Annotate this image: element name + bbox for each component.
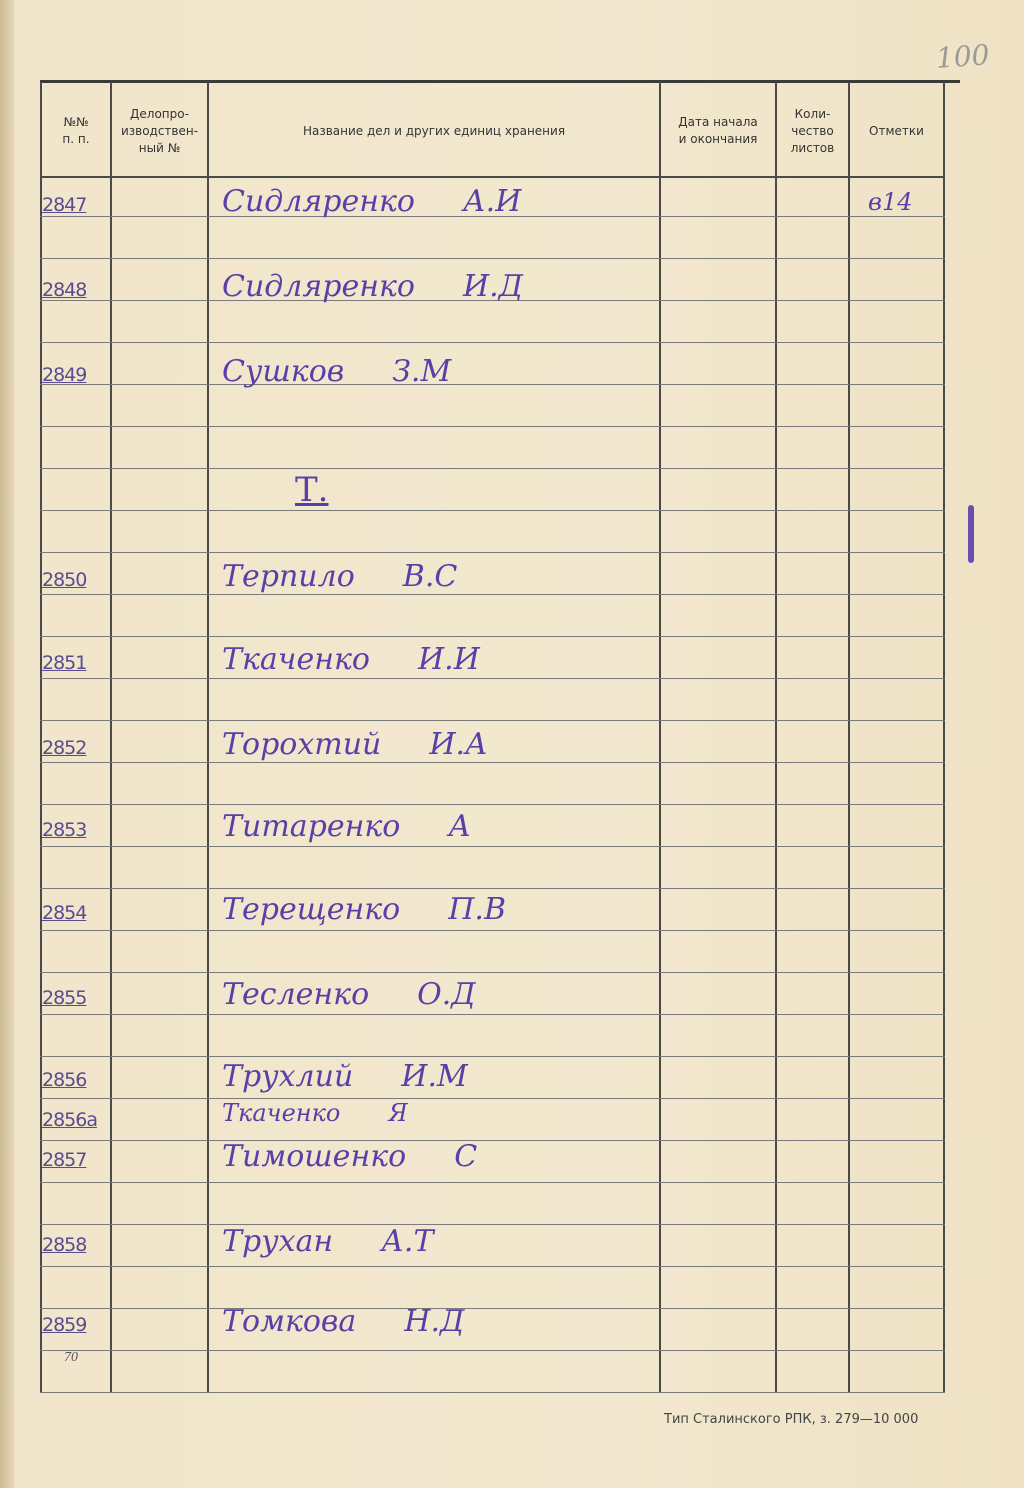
ruled-line: [40, 594, 945, 595]
row-number: 2849: [42, 364, 87, 386]
bottom-note: 70: [64, 1350, 78, 1365]
row-number: 2847: [42, 194, 87, 216]
row-name: [222, 1099, 652, 1127]
row-number: 2856: [42, 1069, 87, 1091]
initials: П.В: [448, 892, 506, 927]
row-name: [222, 1224, 652, 1259]
ruled-line: [40, 1056, 945, 1057]
ruled-line: [40, 762, 945, 763]
surname: Ткаченко: [222, 642, 370, 677]
ruled-line: [40, 552, 945, 553]
ruled-line: [40, 510, 945, 511]
row-number: 2853: [42, 819, 87, 841]
header-notes: Отметки: [869, 123, 924, 138]
surname: Сушков: [222, 354, 345, 389]
header-title: Название дел и других единиц хранения: [302, 123, 566, 138]
initials: Н.Д: [404, 1304, 465, 1339]
margin-mark: [968, 505, 974, 563]
initials: И.М: [401, 1059, 468, 1094]
initials: А.И: [462, 184, 522, 219]
binding-edge: [0, 0, 14, 1488]
initials: А.Т: [381, 1224, 434, 1259]
initials: С: [454, 1139, 478, 1174]
row-name: [222, 892, 652, 927]
row-name: [222, 269, 652, 304]
initials: З.М: [392, 354, 452, 389]
row-number: 2852: [42, 737, 87, 759]
ruled-line: [40, 1392, 945, 1393]
surname: Ткаченко: [222, 1099, 341, 1127]
ruled-line: [40, 1266, 945, 1267]
surname: Томкова: [222, 1304, 357, 1339]
row-number: 2850: [42, 569, 87, 591]
surname: Трухан: [222, 1224, 334, 1259]
row-name: [222, 184, 652, 219]
header-dates: Дата начала и окончания: [678, 115, 758, 146]
row-number: 2855: [42, 987, 87, 1009]
surname: Терпило: [222, 559, 355, 594]
ruled-line: [40, 1014, 945, 1015]
row-name: [222, 354, 652, 389]
ruled-line: [40, 1350, 945, 1351]
col-line-7: [943, 82, 945, 1392]
initials: Я: [388, 1099, 408, 1127]
header-num: №№ п. п.: [62, 115, 90, 146]
row-number: 2848: [42, 279, 87, 301]
row-name: [222, 1304, 652, 1339]
row-number: 2858: [42, 1234, 87, 1256]
initials: И.И: [417, 642, 480, 677]
row-name: [222, 727, 652, 762]
ruled-line: [40, 972, 945, 973]
ruled-line: [40, 930, 945, 931]
ruled-line: [40, 804, 945, 805]
initials: И.А: [429, 727, 488, 762]
row-name: [222, 977, 652, 1012]
initials: А: [448, 809, 472, 844]
surname: Тимошенко: [222, 1139, 407, 1174]
row-name: [222, 1059, 652, 1094]
col-line-4: [659, 82, 661, 1392]
col-line-3: [207, 82, 209, 1392]
ruled-line: [40, 678, 945, 679]
ruled-line: [40, 888, 945, 889]
ruled-line: [40, 636, 945, 637]
row-number: 2854: [42, 902, 87, 924]
top-rule: [40, 80, 960, 83]
surname: Тесленко: [222, 977, 370, 1012]
col-line-6: [848, 82, 850, 1392]
surname: Титаренко: [222, 809, 401, 844]
ruled-line: [40, 426, 945, 427]
ruled-line: [40, 258, 945, 259]
row-name: [222, 809, 652, 844]
row-number: 2856а: [42, 1109, 97, 1131]
ruled-line: [40, 846, 945, 847]
col-line-5: [775, 82, 777, 1392]
printer-footer: Тип Сталинского РПК, з. 279—10 000: [664, 1412, 919, 1427]
header-sheets: Коли- чество листов: [790, 106, 835, 155]
initials: И.Д: [462, 269, 524, 304]
row-name: [222, 559, 652, 594]
row-note: в14: [868, 188, 913, 216]
surname: Сидляренко: [222, 184, 415, 219]
ruled-line: [40, 342, 945, 343]
row-name: [222, 642, 652, 677]
ruled-line: [40, 720, 945, 721]
ruled-line: [40, 1182, 945, 1183]
section-letter: Т.: [295, 470, 329, 510]
ruled-line: [40, 468, 945, 469]
page-number: 100: [934, 38, 991, 75]
initials: В.С: [402, 559, 458, 594]
initials: О.Д: [417, 977, 476, 1012]
row-number: 2859: [42, 1314, 87, 1336]
row-name: [222, 1139, 652, 1174]
surname: Торохтий: [222, 727, 382, 762]
surname: Трухлий: [222, 1059, 354, 1094]
row-number: 2851: [42, 652, 87, 674]
row-number: 2857: [42, 1149, 87, 1171]
header-office-num: Делопро- изводствен- ный №: [120, 106, 199, 155]
surname: Сидляренко: [222, 269, 415, 304]
header-rule: [40, 176, 945, 178]
surname: Терещенко: [222, 892, 401, 927]
